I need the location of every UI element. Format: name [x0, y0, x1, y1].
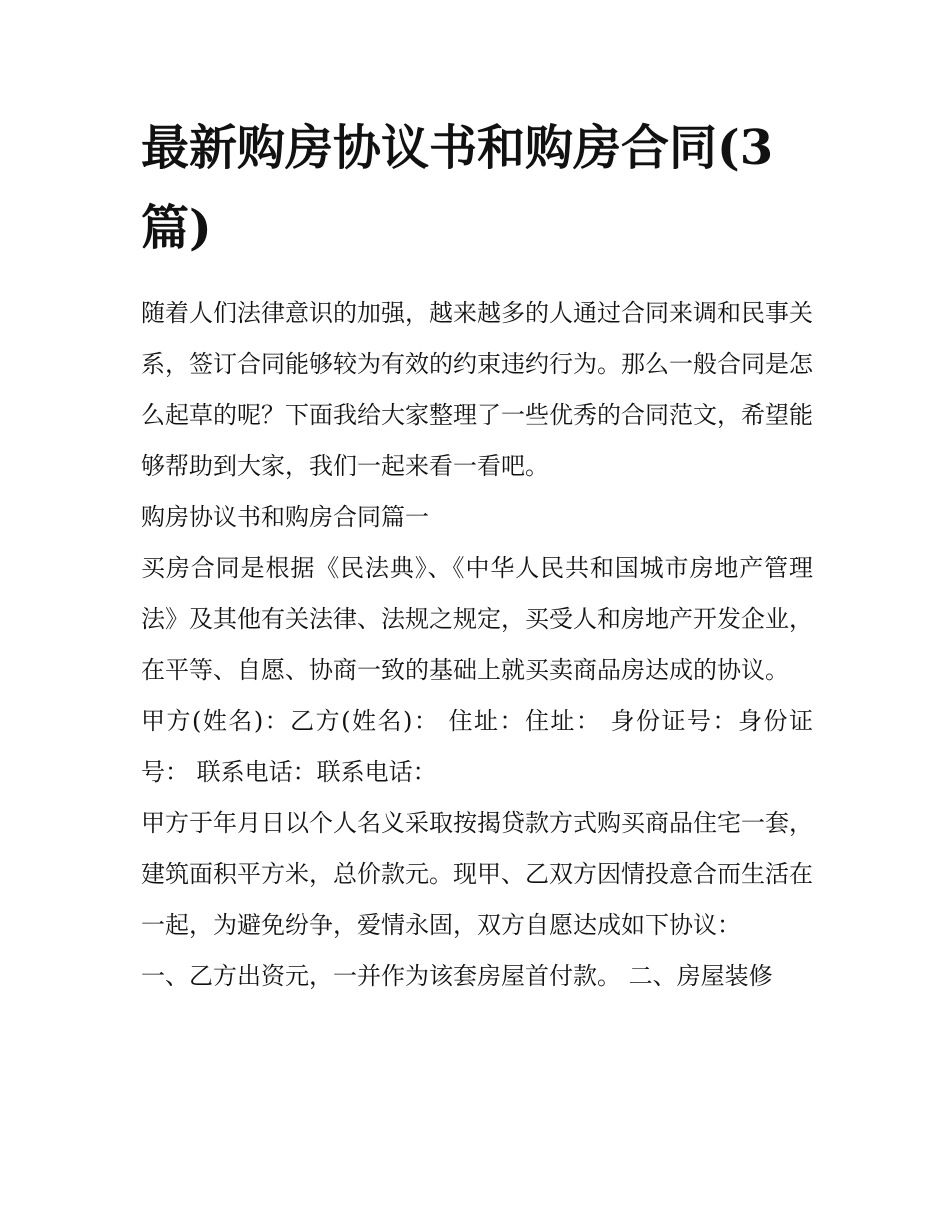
- parties-info-paragraph: 甲方(姓名)：乙方(姓名)： 住址：住址： 身份证号：身份证号： 联系电话：联系电话：: [141, 707, 813, 786]
- document-page: [141, 108, 813, 1002]
- purchase-details-paragraph: 甲方于年月日以个人名义采取按揭贷款方式购买商品住宅一套，建筑面积平方米，总价款元。现甲、乙双方因情投意合而生活在一起，为避免纷争，爱情永固，双方自愿达成如下协议：: [141, 809, 813, 939]
- contract-basis-paragraph: 买房合同是根据《民法典》、《中华人民共和国城市房地产管理法》及其他有关法律、法规之规定，买受人和房地产开发企业，在平等、自愿、协商一致的基础上就买卖商品房达成的协议。: [141, 554, 813, 684]
- clause-paragraph: 一、乙方出资元，一并作为该套房屋首付款。 二、房屋装修: [141, 962, 773, 990]
- document-title: 最新购房协议书和购房合同(3篇): [141, 120, 774, 256]
- section-heading: 购房协议书和购房合同篇一: [141, 503, 429, 531]
- intro-paragraph: 随着人们法律意识的加强，越来越多的人通过合同来调和民事关系，签订合同能够较为有效的约束违约行为。那么一般合同是怎么起草的呢？下面我给大家整理了一些优秀的合同范文，希望能够帮助到大家，我们一起来看一看吧。: [141, 299, 813, 480]
